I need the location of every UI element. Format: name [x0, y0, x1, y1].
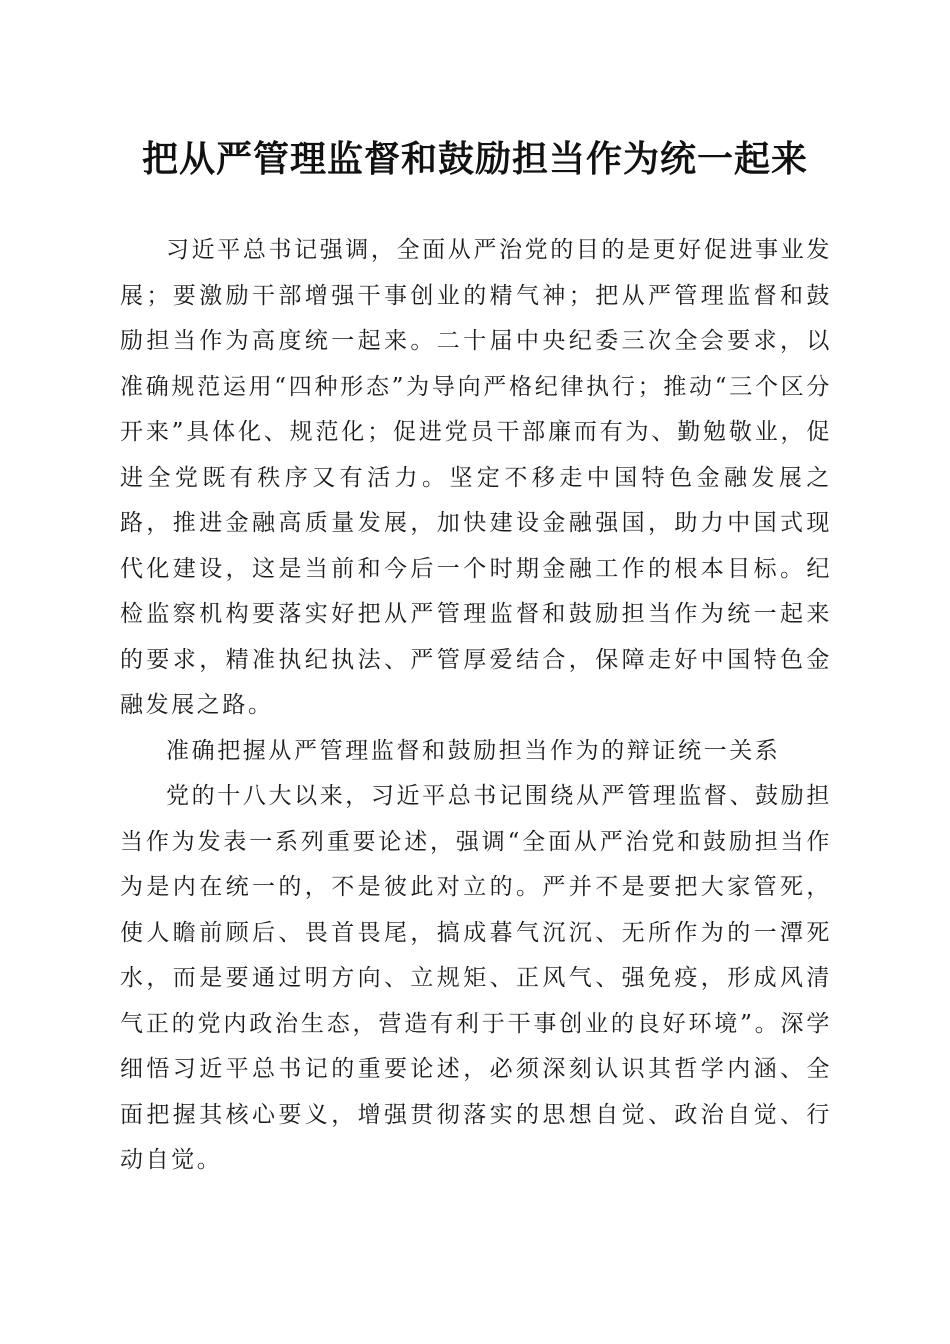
paragraph-intro: 习近平总书记强调，全面从严治党的目的是更好促进事业发展；要激励干部增强干事创业的精气神；把从严管理监督和鼓励担当作为高度统一起来。二十届中央纪委三次全会要求，以准确规范运用“四种形态”为导向严格纪律执行；推动“三个区分开来”具体化、规范化；促进党员干部廉而有为、勤勉敬业，促进全党既有秩序又有活力。坚定不移走中国特色金融发展之路，推进金融高质量发展，加快建设金融强国，助力中国式现代化建设，这是当前和今后一个时期金融工作的根本目标。纪检监察机构要落实好把从严管理监督和鼓励担当作为统一起来的要求，精准执纪执法、严管厚爱结合，保障走好中国特色金融发展之路。 [120, 237, 832, 718]
section-heading: 准确把握从严管理监督和鼓励担当作为的辩证统一关系 [166, 737, 781, 764]
paragraph-section-body: 党的十八大以来，习近平总书记围绕从严管理监督、鼓励担当作为发表一系列重要论述，强调“全面从严治党和鼓励担当作为是内在统一的，不是彼此对立的。严并不是要把大家管死，使人瞻前顾后、畏首畏尾，搞成暮气沉沉、无所作为的一潭死水，而是要通过明方向、立规矩、正风气、强免疫，形成风清气正的党内政治生态，营造有利于干事创业的良好环境”。深学细悟习近平总书记的重要论述，必须深刻认识其哲学内涵、全面把握其核心要义，增强贯彻落实的思想自觉、政治自觉、行动自觉。 [120, 783, 832, 1173]
document-body [120, 228, 832, 1184]
document-title: 把从严管理监督和鼓励担当作为统一起来 [141, 139, 808, 180]
